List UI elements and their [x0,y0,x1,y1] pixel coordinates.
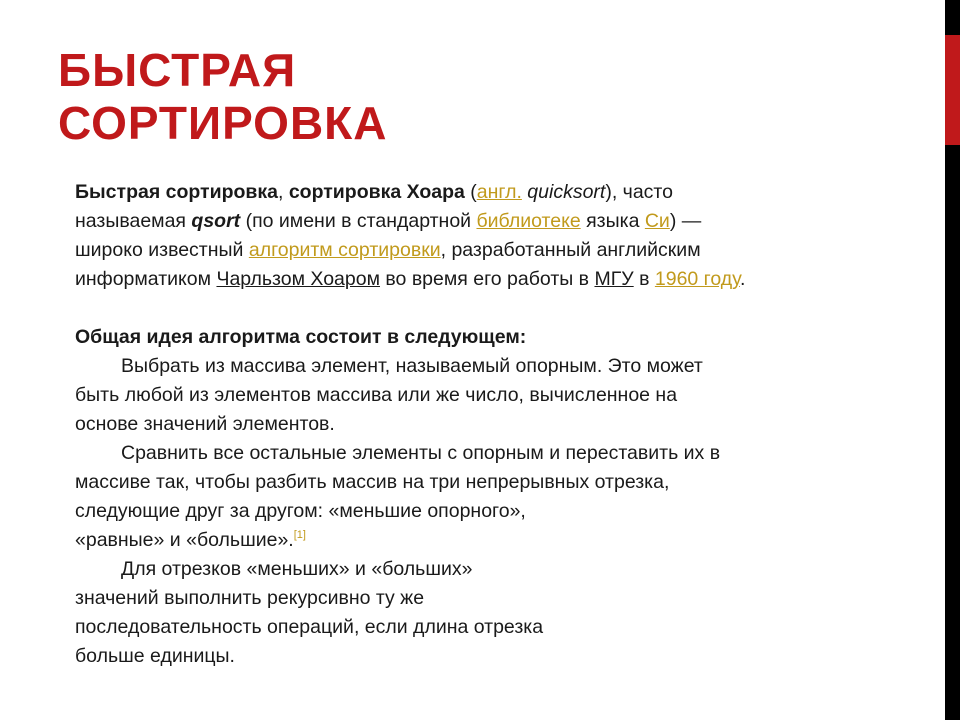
algorithm-heading-text: Общая идея алгоритма состоит в следующем: [75,326,527,348]
link-c-language[interactable]: Си [644,210,670,232]
text: ( [464,181,477,203]
step-1-line: основе значений элементов. [75,413,335,435]
text: ), часто [605,181,673,203]
text: в [633,268,655,290]
term-qsort: qsort [191,210,241,232]
step-2-line: Сравнить все остальные элементы с опорным и переставить их в [121,442,721,464]
intro-paragraph [75,178,925,294]
slide-accent-bar [945,35,960,145]
link-library[interactable]: библиотеке [476,210,581,232]
text: . [739,268,746,290]
step-3-line: последовательность операций, если длина отрезка [75,616,544,638]
algorithm-step-3 [75,555,925,671]
algorithm-step-1 [75,352,925,439]
step-1-line: быть любой из элементов массива или же число, вычисленное на [75,384,678,406]
step-2-line: массиве так, чтобы разбить массив на три непрерывных отрезка, [75,471,670,493]
footnote-link[interactable]: [1] [293,529,306,541]
text: называемая [75,210,192,232]
step-1-line: Выбрать из массива элемент, называемый опорным. Это может [121,355,703,377]
text: информатиком [75,268,217,290]
link-angl[interactable]: англ. [476,181,522,203]
algorithm-heading [75,323,925,352]
slide-body [75,178,925,671]
link-sorting-algorithm[interactable]: алгоритм сортировки [248,239,441,261]
link-charles-hoare[interactable]: Чарльзом Хоаром [216,268,380,290]
slide-title-line-1: БЫСТРАЯ [58,44,297,96]
step-3-line: значений выполнить рекурсивно ту же [75,587,425,609]
algorithm-step-2 [75,439,925,555]
step-2-line: следующие друг за другом: «меньшие опорного», [75,500,526,522]
text: во время его работы в [380,268,595,290]
link-year-1960[interactable]: 1960 году [654,268,740,290]
step-3-line: Для отрезков «меньших» и «больших» [121,558,473,580]
term-quicksort: Быстрая сортировка [75,181,278,203]
text: (по имени в стандартной [240,210,477,232]
paragraph-gap [75,294,925,323]
step-3-line: больше единицы. [75,645,235,667]
link-mgu[interactable]: МГУ [594,268,634,290]
term-quicksort-english: quicksort [521,181,606,203]
slide-title-line-2: СОРТИРОВКА [58,97,388,149]
text: широко известный [75,239,249,261]
text: , [277,181,289,203]
text: языка [580,210,645,232]
text: , разработанный английским [440,239,701,261]
term-hoare-sort: сортировка Хоара [288,181,465,203]
footnote-ref [294,529,306,541]
text: ) — [669,210,702,232]
step-2-line: «равные» и «большие». [75,529,294,551]
slide-title [58,44,387,150]
